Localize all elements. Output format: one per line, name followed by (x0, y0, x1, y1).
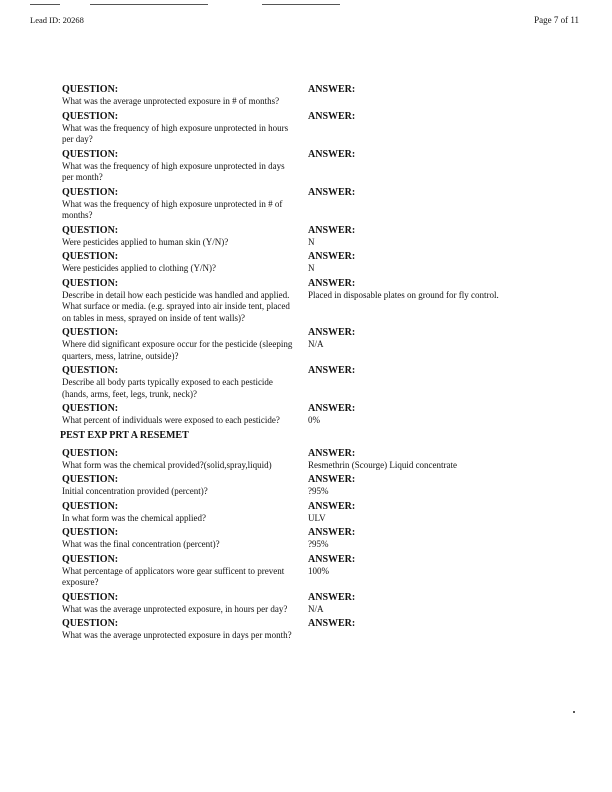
qa-group-1 (62, 84, 572, 427)
question-block (62, 111, 294, 146)
question-label: QUESTION: (62, 224, 119, 236)
header-rule-right (262, 4, 340, 5)
answer-label: ANSWER: (308, 327, 356, 338)
question-label: QUESTION: (62, 403, 119, 414)
question-block (62, 527, 294, 551)
question-label: QUESTION: (62, 553, 119, 565)
question-block (62, 149, 294, 184)
question-text: What was the final concentration (percent)? (62, 539, 220, 549)
question-label: QUESTION: (62, 527, 119, 538)
answer-text: Resmethrin (Scourge) Liquid concentrate (308, 459, 458, 470)
question-block (62, 592, 294, 616)
question-text: Were pesticides applied to clothing (Y/N)? (62, 263, 216, 273)
answer-label: ANSWER: (308, 403, 356, 414)
answer-block (308, 149, 538, 184)
answer-label: ANSWER: (308, 186, 356, 198)
qa-row (62, 448, 572, 472)
qa-row (62, 111, 572, 146)
question-label: QUESTION: (62, 110, 119, 122)
answer-text: 0% (308, 415, 320, 425)
section-title: PEST EXP PRT A RESEMET (60, 429, 189, 441)
answer-block (308, 501, 538, 525)
answer-label: ANSWER: (308, 591, 356, 603)
answer-label: ANSWER: (308, 110, 356, 122)
question-text: What was the frequency of high exposure unprotected in days per month? (62, 160, 285, 182)
qa-row (62, 251, 572, 275)
answer-label: ANSWER: (308, 84, 356, 95)
question-block (62, 84, 294, 108)
answer-label: ANSWER: (308, 148, 356, 160)
question-text: Describe all body parts typically exposed to each pesticide (hands, arms, feet, legs, trunk, neck)? (62, 377, 273, 399)
answer-text: N (308, 263, 315, 273)
answer-block (308, 251, 538, 275)
question-block (62, 278, 294, 325)
answer-label: ANSWER: (308, 474, 356, 485)
answer-label: ANSWER: (308, 553, 356, 565)
qa-row (62, 225, 572, 249)
question-label: QUESTION: (62, 148, 119, 160)
qa-row (62, 403, 572, 427)
answer-text: N/A (308, 603, 324, 614)
question-block (62, 187, 294, 222)
answer-label: ANSWER: (308, 527, 356, 538)
answer-label: ANSWER: (308, 365, 356, 376)
question-block (62, 501, 294, 525)
lead-id: Lead ID: 20268 (30, 15, 84, 25)
question-block (62, 225, 294, 249)
question-text: What percent of individuals were exposed to each pesticide? (62, 415, 280, 425)
answer-block (308, 327, 538, 362)
question-label: QUESTION: (62, 251, 119, 262)
answer-label: ANSWER: (308, 224, 356, 236)
answer-block (308, 618, 538, 642)
question-text: What was the frequency of high exposure unprotected in # of months? (62, 198, 283, 220)
answer-block (308, 527, 538, 551)
answer-text: ?95% (308, 539, 329, 549)
answer-block (308, 592, 538, 616)
page-number: Page 7 of 11 (534, 15, 579, 25)
question-block (62, 618, 294, 642)
answer-text: N (308, 236, 315, 247)
qa-row (62, 592, 572, 616)
answer-text: 100% (308, 565, 329, 576)
qa-group-2 (62, 448, 572, 642)
question-block (62, 327, 294, 362)
answer-block (308, 111, 538, 146)
question-text: What was the average unprotected exposure, in hours per day? (62, 603, 288, 614)
stray-mark (573, 711, 575, 713)
answer-block (308, 84, 538, 108)
qa-row (62, 501, 572, 525)
qa-row (62, 618, 572, 642)
header-rule-middle (90, 4, 208, 5)
question-label: QUESTION: (62, 591, 119, 603)
question-text: Where did significant exposure occur for the pesticide (sleeping quarters, mess, latrine, outside)? (62, 339, 293, 361)
question-text: Were pesticides applied to human skin (Y/N)? (62, 236, 229, 247)
qa-row (62, 149, 572, 184)
question-label: QUESTION: (62, 277, 119, 289)
question-text: What form was the chemical provided?(solid,spray,liquid) (62, 459, 272, 470)
answer-block (308, 448, 538, 472)
qa-row (62, 554, 572, 589)
question-label: QUESTION: (62, 500, 119, 512)
answer-label: ANSWER: (308, 447, 356, 459)
answer-text: ULV (308, 512, 326, 523)
question-text: What was the average unprotected exposure in days per month? (62, 630, 292, 640)
question-label: QUESTION: (62, 84, 119, 95)
question-text: In what form was the chemical applied? (62, 512, 206, 523)
question-block (62, 365, 294, 400)
question-label: QUESTION: (62, 186, 119, 198)
question-block (62, 474, 294, 498)
qa-row (62, 327, 572, 362)
qa-row (62, 365, 572, 400)
answer-block (308, 225, 538, 249)
answer-label: ANSWER: (308, 251, 356, 262)
qa-row (62, 527, 572, 551)
question-label: QUESTION: (62, 474, 119, 485)
question-text: What was the average unprotected exposure in # of months? (62, 96, 280, 106)
qa-row (62, 187, 572, 222)
question-label: QUESTION: (62, 365, 119, 376)
header-rule-left (30, 4, 60, 5)
answer-text: N/A (308, 339, 324, 349)
answer-text: ?95% (308, 486, 329, 496)
question-block (62, 448, 294, 472)
answer-block (308, 554, 538, 589)
answer-text: Placed in disposable plates on ground for fly control. (308, 289, 499, 300)
answer-block (308, 474, 538, 498)
question-text: Describe in detail how each pesticide was handled and applied. What surface or media. (e.g. sprayed into air inside tent, placed on tables in mess, sprayed on inside of tent walls)? (62, 289, 290, 323)
qa-row (62, 474, 572, 498)
question-block (62, 251, 294, 275)
answer-label: ANSWER: (308, 618, 356, 629)
question-text: What percentage of applicators wore gear sufficent to prevent exposure? (62, 565, 285, 587)
answer-label: ANSWER: (308, 500, 356, 512)
question-text: What was the frequency of high exposure unprotected in hours per day? (62, 122, 289, 144)
question-text: Initial concentration provided (percent)? (62, 486, 208, 496)
question-block (62, 403, 294, 427)
answer-block (308, 278, 538, 325)
answer-block (308, 365, 538, 400)
question-label: QUESTION: (62, 618, 119, 629)
answer-block (308, 187, 538, 222)
question-label: QUESTION: (62, 327, 119, 338)
answer-label: ANSWER: (308, 277, 356, 289)
qa-row (62, 84, 572, 108)
question-block (62, 554, 294, 589)
document-body (62, 84, 572, 645)
qa-row (62, 278, 572, 325)
answer-block (308, 403, 538, 427)
question-label: QUESTION: (62, 447, 119, 459)
